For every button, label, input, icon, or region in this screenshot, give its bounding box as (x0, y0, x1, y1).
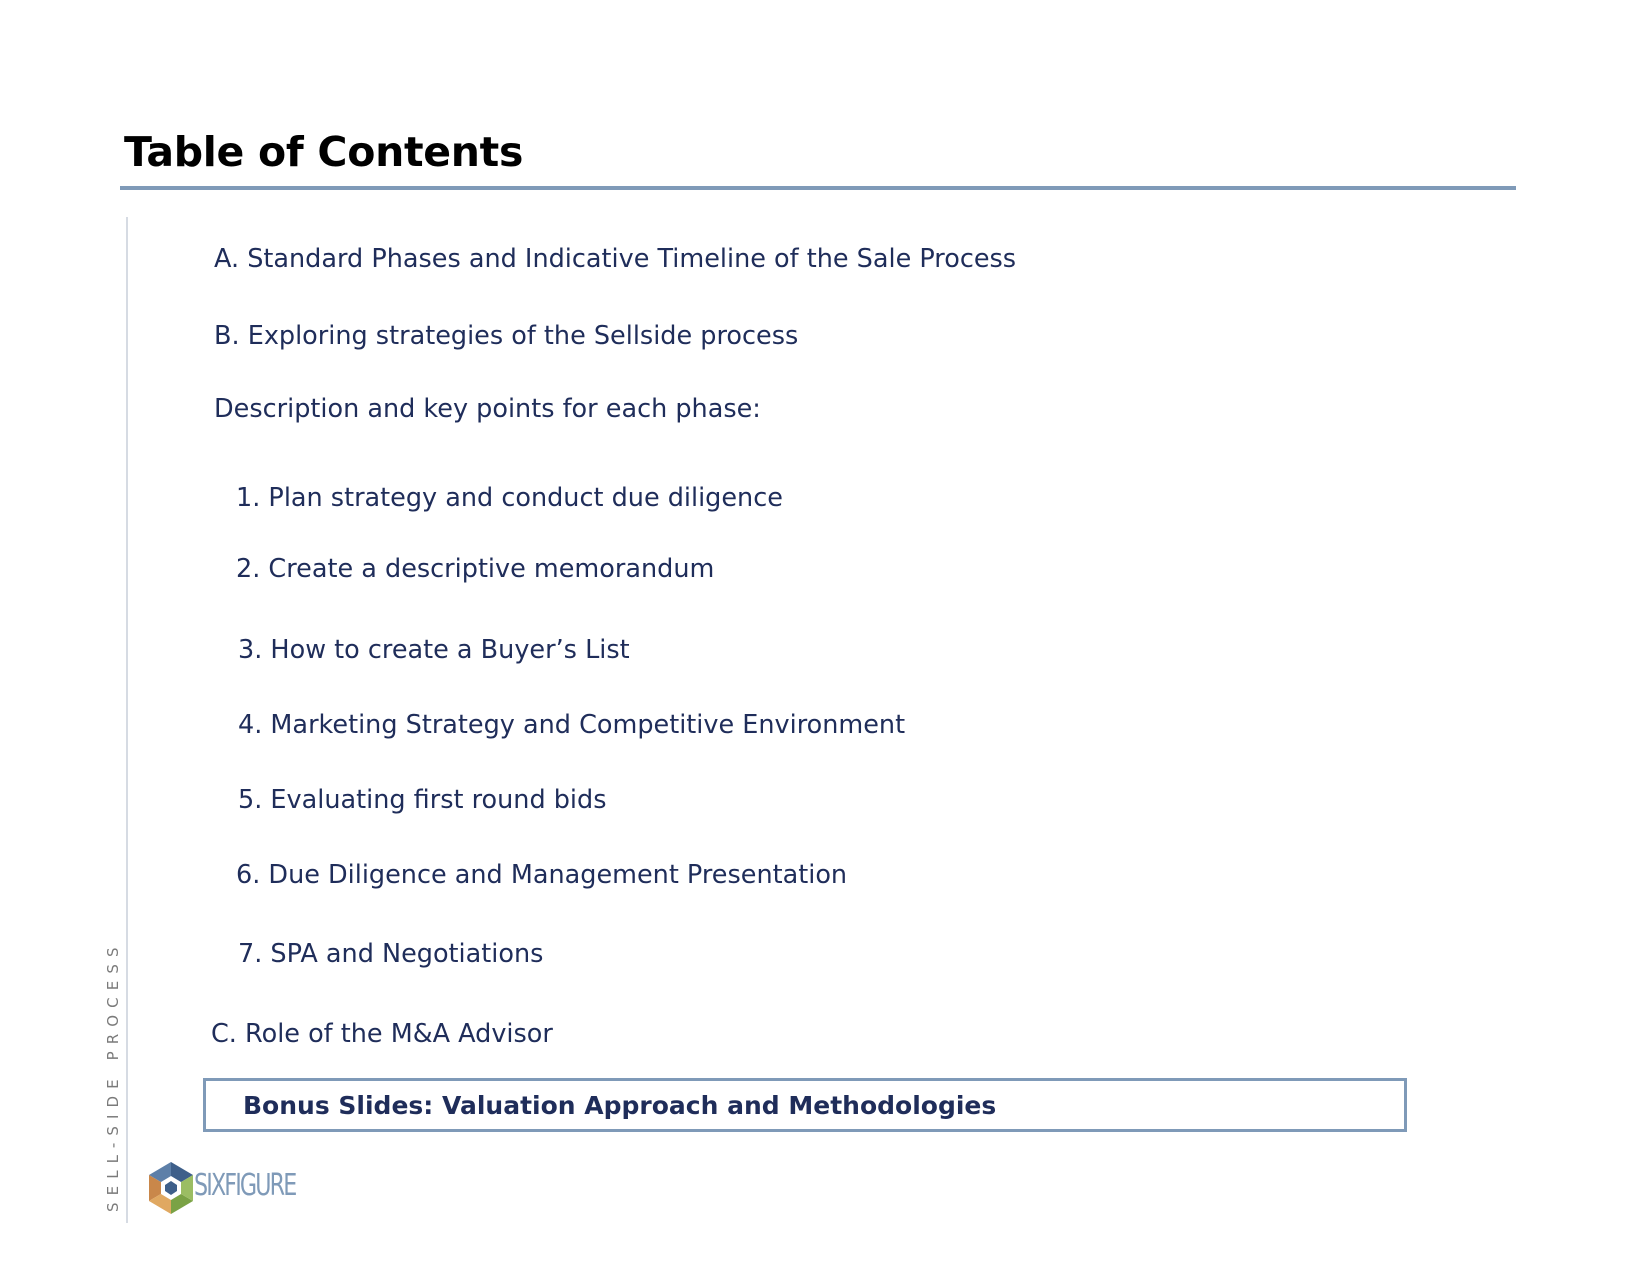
left-vertical-divider (126, 217, 128, 1223)
side-section-label: SELL-SIDE PROCESS (104, 940, 122, 1212)
toc-item-phase-3: 3. How to create a Buyer’s List (238, 635, 630, 665)
toc-item-phase-2: 2. Create a descriptive memorandum (236, 554, 715, 584)
toc-item-phase-6: 6. Due Diligence and Management Presentation (236, 860, 848, 890)
bonus-slides-box (203, 1078, 1407, 1132)
title-divider (120, 186, 1516, 190)
sixfigure-logo-icon (146, 1160, 196, 1216)
toc-item-phase-7: 7. SPA and Negotiations (238, 939, 544, 969)
page-title: Table of Contents (124, 128, 524, 176)
toc-item-phase-1: 1. Plan strategy and conduct due diligence (236, 483, 783, 513)
toc-item-phase-5: 5. Evaluating first round bids (238, 785, 607, 815)
toc-phases-intro: Description and key points for each phase: (214, 394, 761, 424)
bonus-slides-label: Bonus Slides: Valuation Approach and Methodologies (243, 1091, 997, 1120)
sixfigure-logo (146, 1160, 308, 1216)
sixfigure-logo-text: SIXFIGURE (194, 1168, 296, 1203)
toc-item-section-b: B. Exploring strategies of the Sellside process (214, 321, 799, 351)
toc-item-section-a: A. Standard Phases and Indicative Timeline of the Sale Process (214, 244, 1017, 274)
toc-item-phase-4: 4. Marketing Strategy and Competitive Environment (238, 710, 906, 740)
toc-item-section-c: C. Role of the M&A Advisor (211, 1019, 553, 1049)
